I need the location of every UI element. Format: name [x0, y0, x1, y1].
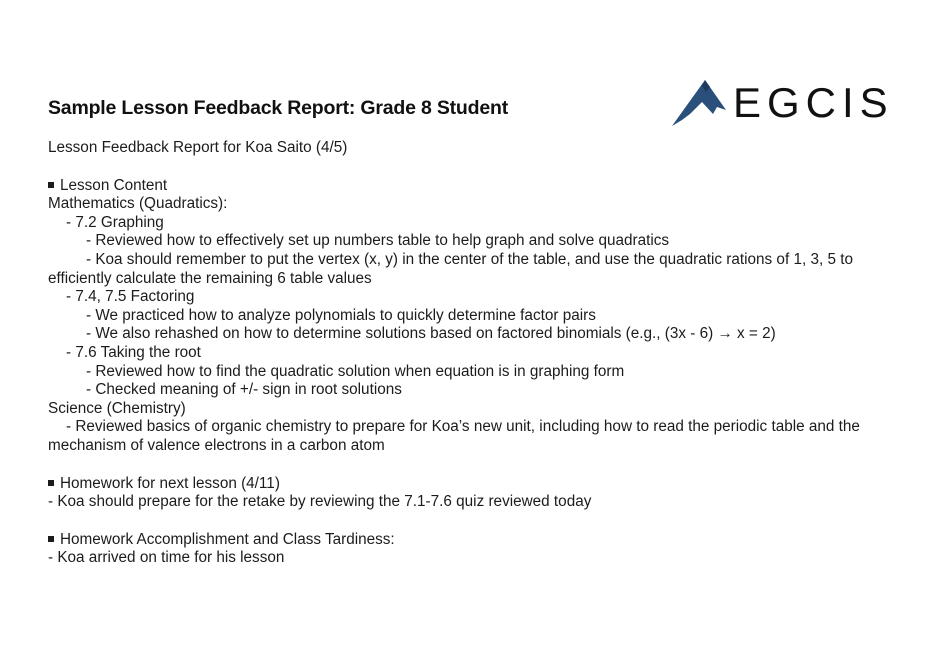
accomplishment-heading: Homework Accomplishment and Class Tardiness:	[48, 531, 918, 550]
topic-7-6-note-1: - Reviewed how to find the quadratic solution when equation is in graphing form	[86, 362, 625, 380]
topic-7-2-note-1: - Reviewed how to effectively set up numbers table to help graph and solve quadratics	[86, 232, 670, 250]
report-title: Sample Lesson Feedback Report: Grade 8 Student	[48, 97, 508, 119]
bullet-square-icon	[48, 536, 54, 542]
report-subtitle: Lesson Feedback Report for Koa Saito (4/5)	[48, 139, 348, 156]
topic-7-6: - 7.6 Taking the root	[66, 343, 201, 361]
egcis-logo	[672, 80, 894, 126]
science-note: - Reviewed basics of organic chemistry to prepare for Koa’s new unit, including how to read the periodic table and the	[66, 418, 860, 436]
homework-note: - Koa should prepare for the retake by reviewing the 7.1-7.6 quiz reviewed today	[48, 493, 592, 511]
homework-heading: Homework for next lesson (4/11)	[48, 475, 918, 494]
topic-7-2-note-2: - Koa should remember to put the vertex (x, y) in the center of the table, and use the quadratic rations of 1, 3, 5 to	[86, 250, 853, 268]
topic-7-2-note-2-continued: efficiently calculate the remaining 6 table values	[48, 269, 372, 287]
math-subject: Mathematics (Quadratics):	[48, 195, 228, 213]
accomplishment-note: - Koa arrived on time for his lesson	[48, 549, 285, 567]
topic-7-4-7-5-note-2: - We also rehashed on how to determine solutions based on factored binomials (e.g., (3x - 6) → x = 2)	[86, 325, 776, 343]
topic-7-4-7-5-note-1: - We practiced how to analyze polynomials to quickly determine factor pairs	[86, 306, 596, 324]
topic-7-6-note-2: - Checked meaning of +/- sign in root solutions	[86, 381, 402, 399]
report-body	[48, 139, 918, 568]
topic-7-4-7-5: - 7.4, 7.5 Factoring	[66, 288, 195, 306]
lesson-content-heading: Lesson Content	[48, 177, 918, 196]
science-note-continued: mechanism of valence electrons in a carbon atom	[48, 436, 385, 454]
topic-7-2: - 7.2 Graphing	[66, 213, 164, 231]
science-subject: Science (Chemistry)	[48, 399, 186, 417]
logo-wordmark: EGCIS	[733, 79, 894, 126]
bullet-square-icon	[48, 182, 54, 188]
bullet-square-icon	[48, 480, 54, 486]
mountain-logo-icon	[672, 80, 726, 126]
